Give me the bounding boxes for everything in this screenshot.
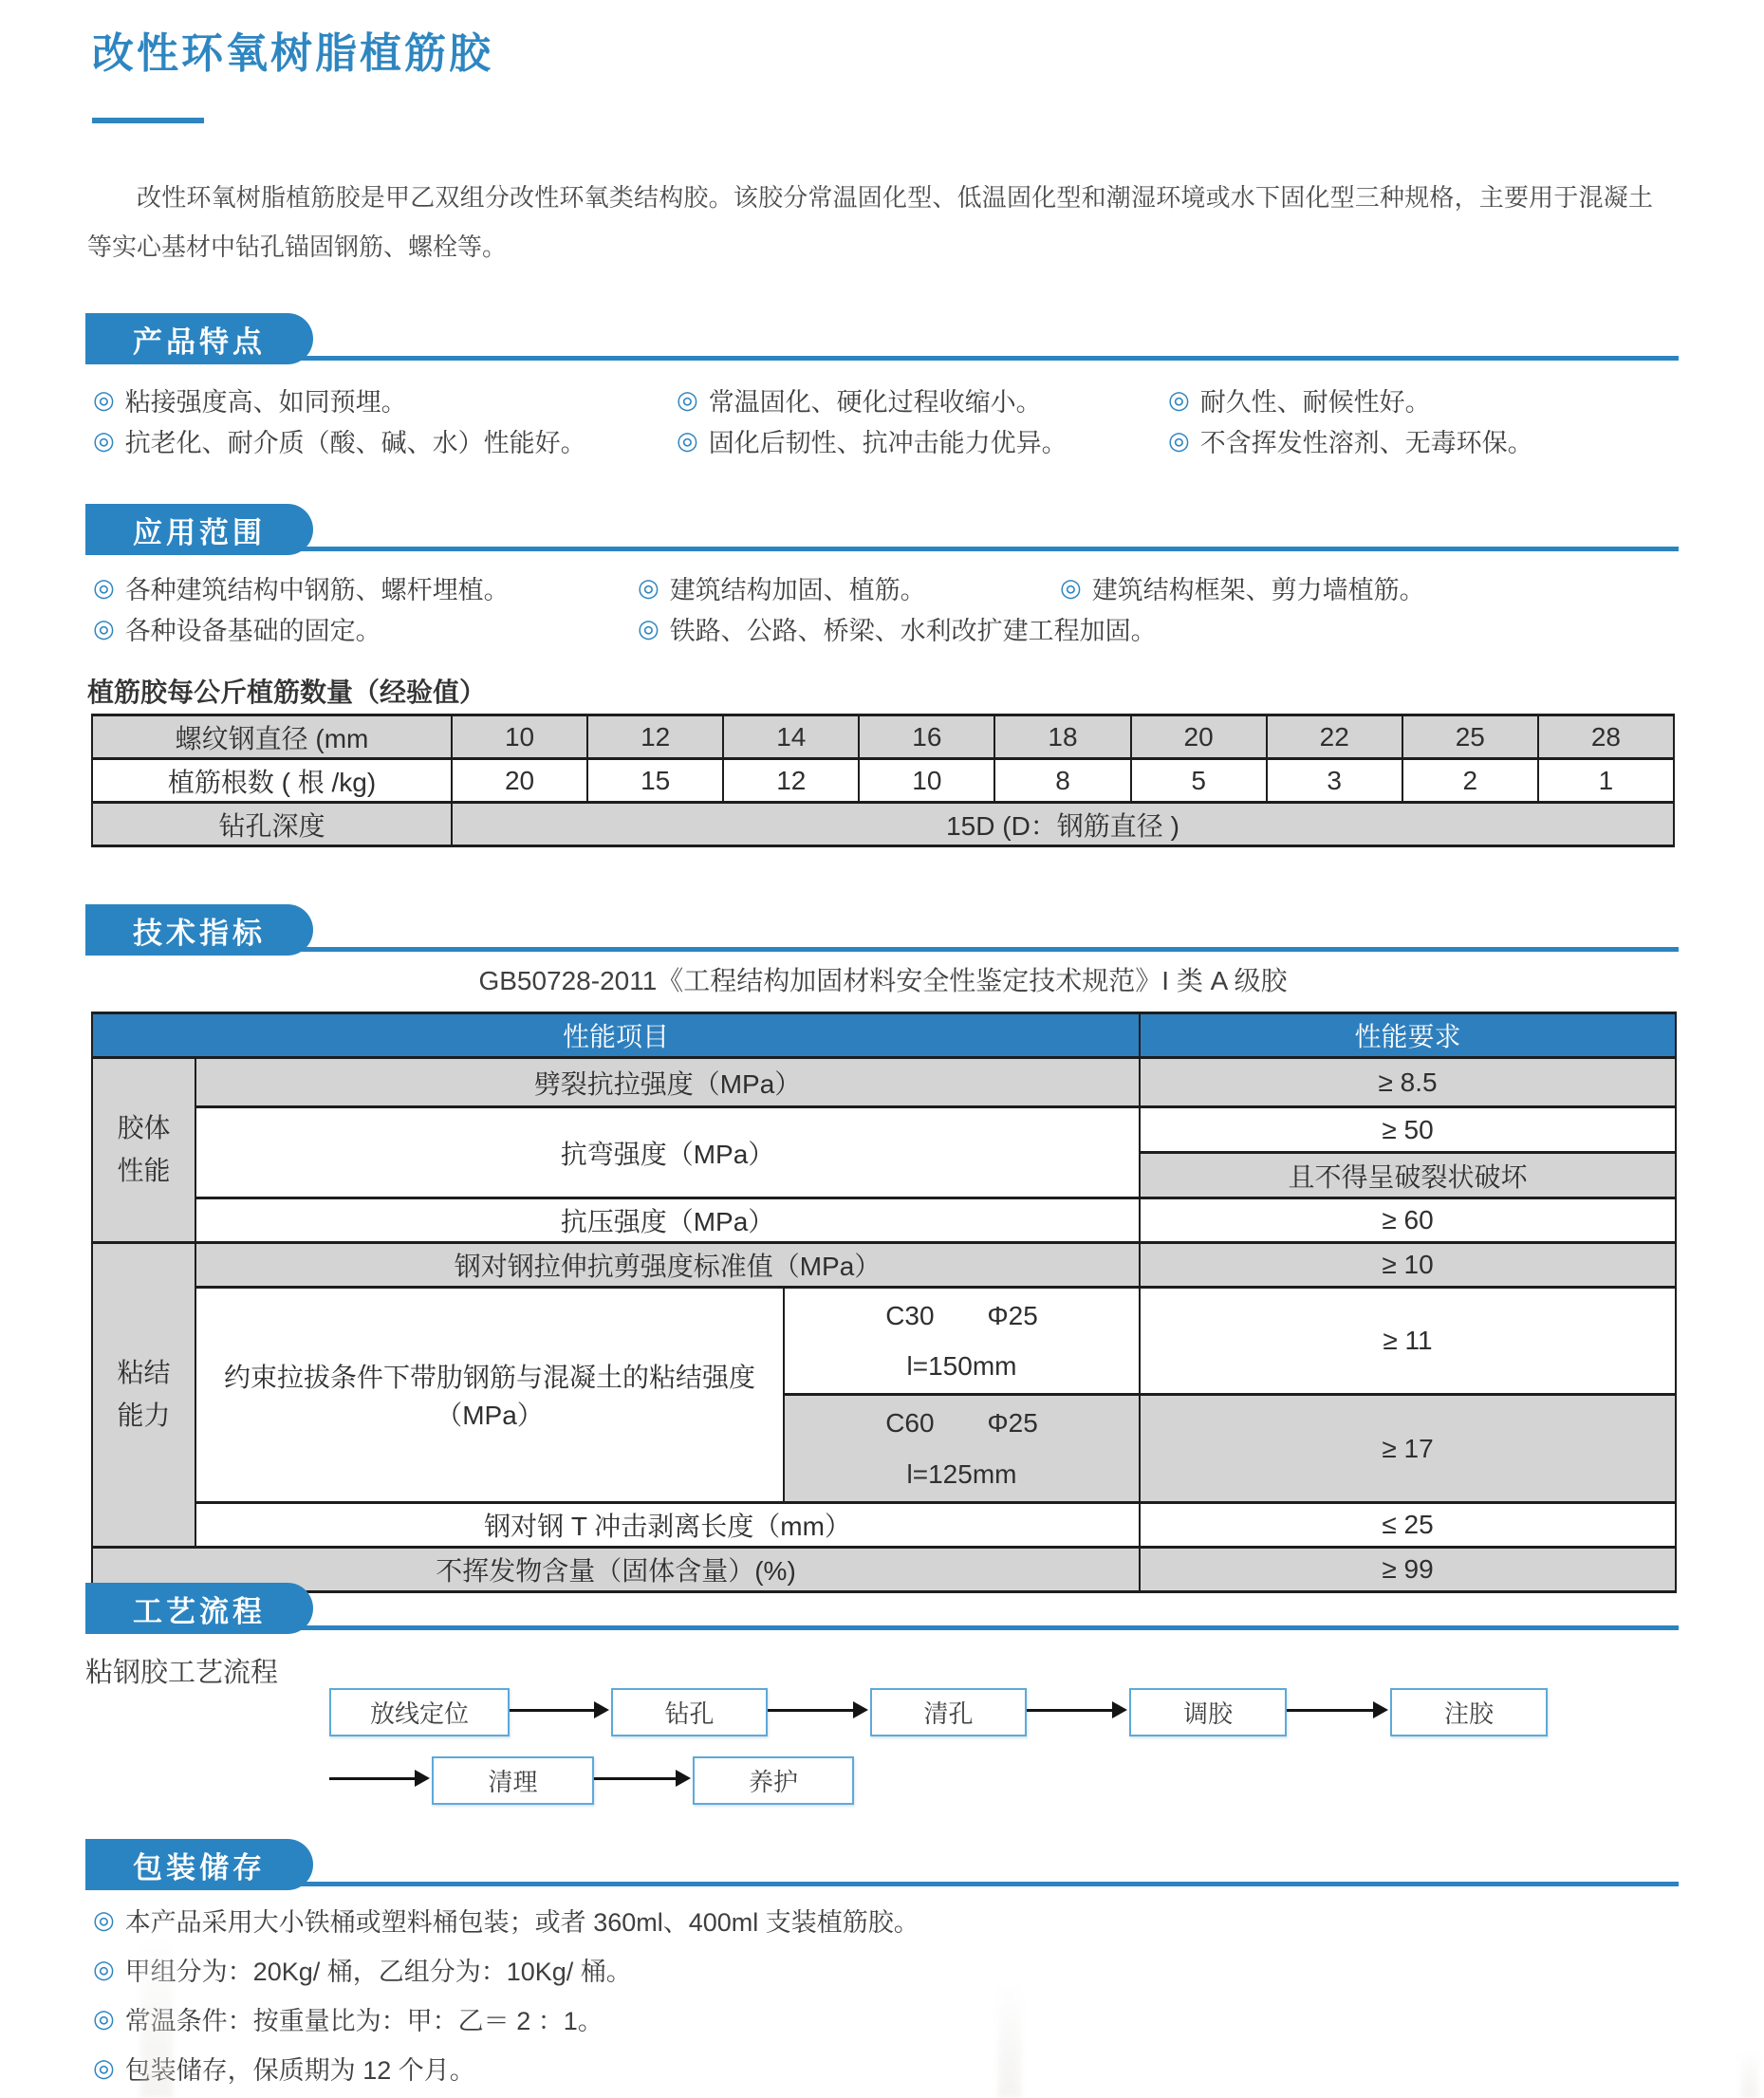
spec-req: ≥ 60: [1140, 1198, 1676, 1243]
spec-req: ≥ 99: [1140, 1547, 1676, 1591]
rebar-table-title: 植筋胶每公斤植筋数量（经验值）: [87, 678, 487, 707]
section-features-header: [85, 313, 1679, 366]
bullet-icon: ◎: [93, 1905, 115, 1934]
rebar-row-label: 钻孔深度: [92, 803, 452, 846]
intro-paragraph: 改性环氧树脂植筋胶是甲乙双组分改性环氧类结构胶。该胶分常温固化型、低温固化型和潮湿环境或水下固化型三种规格，主要用于混凝土等实心基材中钻孔锚固钢筋、螺栓等。: [87, 183, 1653, 261]
bullet-icon: ◎: [93, 2004, 115, 2033]
rebar-diameter-cell: 10: [452, 715, 587, 759]
bullet-icon: ◎: [93, 385, 115, 414]
flow-subtitle: 粘钢胶工艺流程: [85, 1658, 279, 1688]
rebar-diameter-cell: 16: [859, 715, 994, 759]
application-item: [1060, 571, 1425, 603]
spec-label: 钢对钢拉伸抗剪强度标准值（MPa）: [195, 1243, 1140, 1288]
rebar-count-cell: 3: [1267, 759, 1402, 803]
storage-text: 常温条件：按重量比为：甲：乙＝ 2 ：1。: [124, 2006, 603, 2035]
bullet-icon: ◎: [638, 573, 659, 602]
flow-step-inject: 注胶: [1390, 1688, 1548, 1736]
storage-text: 本产品采用大小铁桶或塑料桶包装；或者 360ml、400ml 支装植筋胶。: [124, 1907, 919, 1937]
flow-arrow: [1287, 1709, 1375, 1712]
spec-label: 劈裂抗拉强度（MPa）: [195, 1058, 1140, 1107]
spec-group-body: 胶体性能: [92, 1058, 195, 1243]
watermark-smudge: [1741, 2050, 1758, 2098]
application-text: 建筑结构加固、植筋。: [669, 575, 926, 604]
feature-item: [1168, 383, 1431, 416]
storage-text: 甲组分为：20Kg/ 桶，乙组分为：10Kg/ 桶。: [124, 1957, 632, 1986]
section-storage-header: [85, 1839, 1679, 1892]
embed-length: l=150mm: [906, 1351, 1017, 1382]
rebar-diameter: Φ25: [987, 1301, 1038, 1330]
bullet-icon: ◎: [677, 385, 698, 414]
rebar-count-cell: 20: [452, 759, 587, 803]
rebar-diameter-cell: 14: [723, 715, 859, 759]
flow-step-cleanup: 清理: [432, 1756, 594, 1805]
rebar-count-cell: 2: [1402, 759, 1538, 803]
spec-header-row: [92, 1013, 1676, 1058]
drill-depth-row: [92, 803, 1674, 846]
section-badge-storage: 包装储存: [85, 1839, 313, 1890]
application-text: 建筑结构框架、剪力墙植筋。: [1091, 575, 1425, 604]
application-text: 铁路、公路、桥梁、水利改扩建工程加固。: [669, 616, 1157, 645]
feature-text: 耐久性、耐候性好。: [1199, 387, 1431, 417]
bullet-icon: ◎: [1168, 426, 1190, 455]
flow-arrow: [1027, 1709, 1114, 1712]
section-rule: [85, 1625, 1679, 1630]
bullet-icon: ◎: [93, 2053, 115, 2082]
spec-table: [91, 1012, 1677, 1593]
section-badge-specs: 技术指标: [85, 904, 313, 956]
flow-step-cure: 养护: [693, 1756, 854, 1805]
section-badge-process: 工艺流程: [85, 1583, 313, 1634]
feature-item: [1168, 424, 1533, 456]
rebar-count-cell: 10: [859, 759, 994, 803]
spec-req: 且不得呈破裂状破坏: [1140, 1153, 1676, 1198]
spec-row-shear: [92, 1243, 1676, 1288]
section-rule: [85, 1882, 1679, 1886]
section-applications-header: [85, 504, 1679, 557]
concrete-grade: C30: [885, 1301, 935, 1330]
spec-row-split-tensile: [92, 1058, 1676, 1107]
application-text: 各种设备基础的固定。: [124, 616, 381, 645]
spec-req: ≥ 17: [1140, 1395, 1676, 1502]
spec-label: 钢对钢 T 冲击剥离长度（mm）: [195, 1502, 1140, 1547]
section-rule: [85, 547, 1679, 551]
spec-req: ≤ 25: [1140, 1502, 1676, 1547]
rebar-count-row: [92, 759, 1674, 803]
bullet-icon: ◎: [1060, 573, 1082, 602]
application-item: [93, 612, 381, 644]
feature-text: 不含挥发性溶剂、无毒环保。: [1199, 428, 1533, 457]
flow-step-layout: 放线定位: [329, 1688, 510, 1736]
bullet-icon: ◎: [93, 614, 115, 642]
section-rule: [85, 947, 1679, 952]
watermark-smudge: [998, 1983, 1021, 2098]
section-badge-applications: 应用范围: [85, 504, 313, 555]
spec-label: 约束拉拔条件下带肋钢筋与混凝土的粘结强度（MPa）: [195, 1288, 784, 1503]
flow-arrow: [594, 1777, 678, 1780]
feature-item: [93, 383, 407, 416]
feature-text: 固化后韧性、抗冲击能力优异。: [708, 428, 1068, 457]
bullet-icon: ◎: [93, 426, 115, 455]
feature-item: [677, 383, 1042, 416]
storage-item: [93, 1903, 919, 1936]
spec-label: 抗弯强度（MPa）: [195, 1107, 1140, 1198]
bullet-icon: ◎: [638, 614, 659, 642]
embed-length: l=125mm: [906, 1458, 1017, 1489]
spec-label: 抗压强度（MPa）: [195, 1198, 1140, 1243]
spec-row-compressive: [92, 1198, 1676, 1243]
rebar-count-cell: 15: [587, 759, 723, 803]
rebar-diameter-cell: 12: [587, 715, 723, 759]
bullet-icon: ◎: [677, 426, 698, 455]
spec-row-peel: [92, 1502, 1676, 1547]
section-process-header: [85, 1583, 1679, 1636]
spec-col-item-header: 性能项目: [92, 1013, 1140, 1058]
storage-item: [93, 1953, 632, 1985]
rebar-diameter-cell: 22: [1267, 715, 1402, 759]
rebar-count-cell: 12: [723, 759, 859, 803]
standard-note: GB50728-2011《工程结构加固材料安全性鉴定技术规范》I 类 A 级胶: [478, 966, 1288, 995]
spec-req: ≥ 50: [1140, 1107, 1676, 1153]
flow-arrow: [768, 1709, 855, 1712]
concrete-grade: C60: [885, 1408, 935, 1439]
spec-req: ≥ 8.5: [1140, 1058, 1676, 1107]
spec-group-bond: 粘结能力: [92, 1243, 195, 1548]
bullet-icon: ◎: [93, 1955, 115, 1983]
section-specs-header: [85, 904, 1679, 957]
application-item: [93, 571, 510, 603]
bullet-icon: ◎: [1168, 385, 1190, 414]
rebar-diameter-cell: 28: [1538, 715, 1674, 759]
drill-depth-value: 15D (D：钢筋直径 ): [452, 803, 1674, 846]
rebar-row-label: 螺纹钢直径 (mm: [92, 715, 452, 759]
page-title: 改性环氧树脂植筋胶: [92, 30, 493, 77]
spec-label: 不挥发物含量（固体含量）(%): [92, 1547, 1140, 1591]
rebar-count-cell: 8: [994, 759, 1130, 803]
rebar-row-label: 植筋根数 ( 根 /kg): [92, 759, 452, 803]
rebar-diameter-cell: 25: [1402, 715, 1538, 759]
feature-item: [93, 424, 586, 456]
spec-condition-c30: [784, 1288, 1140, 1395]
rebar-count-cell: 1: [1538, 759, 1674, 803]
application-text: 各种建筑结构中钢筋、螺杆埋植。: [124, 575, 510, 604]
spec-col-req-header: 性能要求: [1140, 1013, 1676, 1058]
rebar-count-cell: 5: [1131, 759, 1267, 803]
storage-text: 包装储存，保质期为 12 个月。: [124, 2055, 475, 2085]
rebar-diameter-row: [92, 715, 1674, 759]
flow-step-clean-hole: 清孔: [870, 1688, 1027, 1736]
application-item: [638, 571, 926, 603]
spec-req: ≥ 10: [1140, 1243, 1676, 1288]
rebar-diameter: Φ25: [987, 1408, 1038, 1439]
spec-row-bond-c30: [92, 1288, 1676, 1395]
section-badge-features: 产品特点: [85, 313, 313, 364]
feature-text: 常温固化、硬化过程收缩小。: [708, 387, 1042, 417]
flow-step-mix: 调胶: [1129, 1688, 1287, 1736]
flow-arrow: [329, 1777, 417, 1780]
bullet-icon: ◎: [93, 573, 115, 602]
application-item: [638, 612, 1157, 644]
section-rule: [85, 356, 1679, 361]
flow-step-drill: 钻孔: [611, 1688, 768, 1736]
feature-text: 抗老化、耐介质（酸、碱、水）性能好。: [124, 428, 586, 457]
rebar-diameter-cell: 18: [994, 715, 1130, 759]
watermark-smudge: [140, 1936, 173, 2098]
flow-arrow: [510, 1709, 596, 1712]
spec-row-bending: [92, 1107, 1676, 1153]
spec-condition-c60: [784, 1395, 1140, 1502]
spec-req: ≥ 11: [1140, 1288, 1676, 1395]
feature-item: [677, 424, 1068, 456]
rebar-diameter-cell: 20: [1131, 715, 1267, 759]
title-underline: [92, 118, 204, 123]
rebar-table: [91, 714, 1675, 847]
feature-text: 粘接强度高、如同预埋。: [124, 387, 407, 417]
